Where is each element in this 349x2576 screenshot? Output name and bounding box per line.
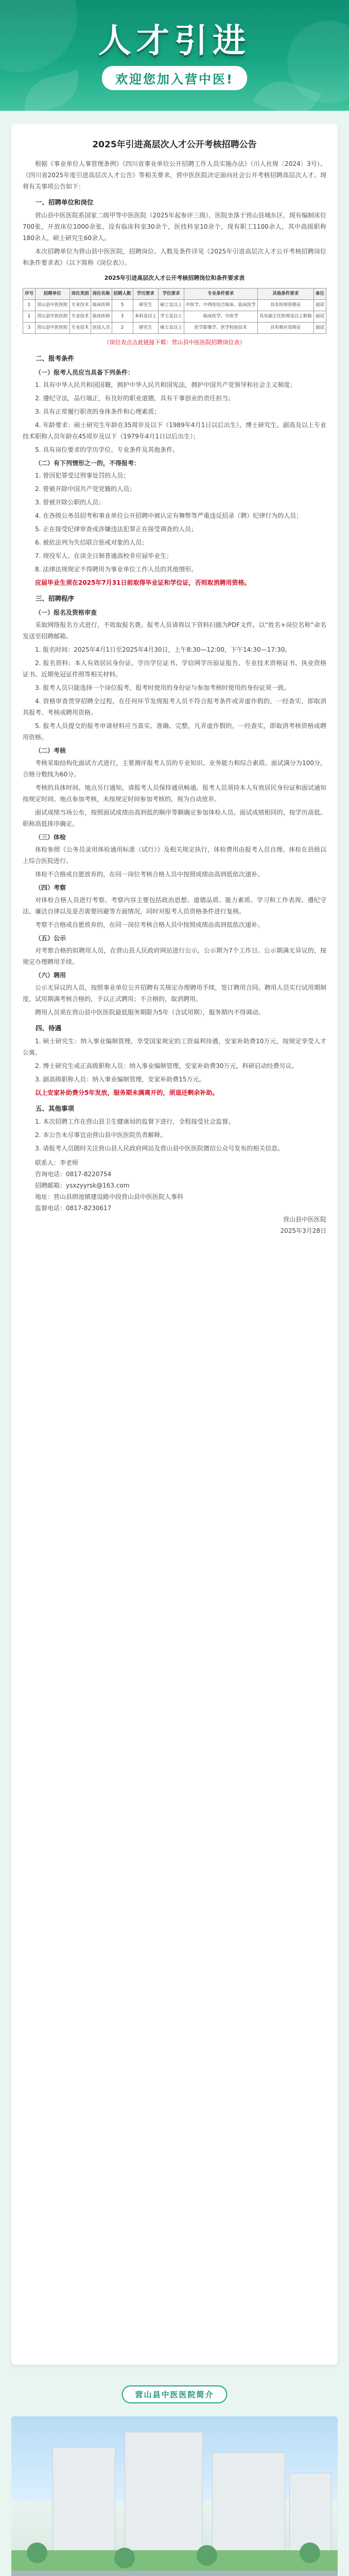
contact-line: 咨询电话：0817-8220754 — [35, 1171, 112, 1178]
building — [125, 2432, 203, 2562]
table-cell: 2 — [112, 323, 133, 334]
subsection-heading: （三）体检 — [35, 834, 66, 841]
hospital-section-title: 营山县中医医院简介 — [121, 2385, 227, 2403]
table-header-cell: 岗位名称 — [91, 289, 112, 300]
paragraph: 采取网络报名方式进行，不收取报名费。报考人员请将以下资料扫描为PDF文件，以“姓名+岗位名称”命名发送至招聘邮箱。 — [23, 621, 326, 640]
decor-leaf — [18, 70, 85, 111]
lawn — [11, 2550, 338, 2571]
contact-line: 地址：营山县朗池镇建设路中段营山县中医医院人事科 — [35, 1193, 184, 1200]
table-cell: 专业技术 — [69, 323, 91, 334]
table-cell: 硕士及以上 — [159, 323, 184, 334]
paragraph: 体检参照《公务员录用体检通用标准（试行）》及相关规定执行，体检费用由报考人员自理。体检在县级以上综合医院进行。 — [23, 846, 326, 865]
table-cell: 营山县中医医院 — [36, 311, 70, 323]
paragraph: 对考察合格的拟聘用人员，在营山县人民政府网站进行公示，公示期为7个工作日。公示期满无异议的，按规定办理聘用手续。 — [23, 947, 326, 965]
table-header-cell: 备注 — [313, 289, 326, 300]
table-header-row — [23, 289, 326, 300]
table-cell: 临床医师 — [91, 300, 112, 311]
subsection-heading: （二）考核 — [35, 747, 66, 754]
paragraph: 3. 报考人员只能选择一个岗位报考，报考时使用的身份证与参加考核时使用的身份证须一致。 — [35, 684, 290, 691]
article-intro — [23, 158, 326, 192]
paragraph: 考核的具体时间、地点另行通知，请报考人员保持通讯畅通。报考人员须持本人有效居民身份证和面试通知按规定时间、地点参加考核，未按规定时间参加考核的，视为自动放弃。 — [23, 784, 326, 803]
table-cell: 中医学、中西医结合临床、临床医学 — [184, 300, 257, 311]
table-cell: 面试 — [313, 311, 326, 323]
table-header-cell: 专业条件要求 — [184, 289, 257, 300]
paragraph: 根据《事业单位人事管理条例》《四川省事业单位公开招聘工作人员实施办法》（川人社规〔2024〕3号）、《四川省2025年度引进高层次人才公告》等相关要求，营中医医院决定面向社会公开考核招聘高层次人才。现将有关事项公告如下： — [23, 160, 326, 190]
table-cell: 具有医师资格证 — [257, 300, 313, 311]
paragraph: 2. 遵纪守法，品行端正，有良好的职业道德，具有干事创业的责任担当； — [35, 395, 235, 402]
banner-title: 人才引进 — [98, 22, 251, 60]
table-cell: 3 — [23, 323, 36, 334]
contact-block — [23, 1157, 326, 1214]
section-heading: 三、招聘程序 — [36, 595, 75, 602]
banner-subtitle: 欢迎您加入营中医! — [102, 66, 247, 90]
paragraph: 4. 资格审查贯穿招聘全过程，在任何环节发现报考人员不符合报考条件或弄虚作假的，一经查实，即取消其报考、考核或聘用资格。 — [23, 698, 326, 716]
table-cell: 面试 — [313, 323, 326, 334]
paragraph: 5. 具有岗位要求的学历学位、专业条件及其他条件。 — [35, 446, 179, 453]
paragraph: 考察不合格或自愿放弃的，在同一岗位考核合格人员中按照成绩由高到低依次递补。 — [35, 921, 264, 928]
table-cell: 具有相应资格证 — [257, 323, 313, 334]
paragraph: 4. 年龄要求：硕士研究生年龄在35周岁及以下（1989年4月1日以后出生），博士研究生、副高及以上专业技术职称人员年龄在45周岁及以下（1979年4月1日以后出生）； — [23, 421, 326, 440]
highlight-note: 应届毕业生须在2025年7月31日前取得毕业证和学位证，否则取消聘用资格。 — [35, 579, 251, 586]
table-header-cell: 序号 — [23, 289, 36, 300]
table-cell: 1 — [23, 300, 36, 311]
table-cell: 本科及以上 — [133, 311, 159, 323]
table-cell: 临床医学、中医学 — [184, 311, 257, 323]
paragraph: 1. 曾因犯罪受过刑事处罚的人员； — [35, 472, 130, 479]
table-download-link[interactable]: （岗位表点击此链接下载：营山县中医医院招聘岗位表） — [103, 339, 246, 346]
section-heading: 二、报考条件 — [36, 354, 75, 362]
table-cell: 营山县中医医院 — [36, 300, 70, 311]
paragraph: 面试成绩当场公布，按照面试成绩由高到低的顺序等额确定参加体检人员。面试成绩相同的，按学历高低、职称高低排序确定。 — [23, 809, 326, 827]
road — [11, 2571, 338, 2576]
highlight-note: 以上安家补助费分5年发放，服务期未满离开的，须退还剩余补助。 — [35, 1089, 219, 1096]
table-cell: 专业技术 — [69, 311, 91, 323]
positions-table — [23, 288, 326, 334]
subsection-heading: （六）聘用 — [35, 972, 66, 979]
paragraph: 2. 本公告未尽事宜由营山县中医医院负责解释。 — [35, 1131, 167, 1139]
paragraph: 1. 报名时间：2025年4月1日至2025年4月30日，上午8:30—12:00，下午14:30—17:30。 — [35, 646, 291, 653]
article-sections-main — [23, 352, 326, 1154]
table-cell: 面试 — [313, 300, 326, 311]
date: 2025年3月28日 — [280, 1227, 326, 1234]
table-header-cell: 岗位类别 — [69, 289, 91, 300]
paragraph: 1. 本次招聘工作在营山县卫生健康局的监督下进行，全程接受社会监督。 — [35, 1118, 235, 1125]
paragraph: 5. 报考人员提交的报考申请材料应当真实、准确、完整，凡弄虚作假的，一经查实，即取消考核资格或聘用资格。 — [23, 722, 326, 741]
table-body — [23, 300, 326, 334]
paragraph: 5. 正在接受纪律审查或涉嫌违法犯罪正在接受调查的人员； — [35, 526, 198, 533]
paragraph: 考核采取结构化面试方式进行，主要测评报考人员的专业知识、业务能力和综合素质。面试满分为100分，合格分数线为60分。 — [23, 759, 326, 778]
subsection-heading: （四）考察 — [35, 884, 66, 891]
paragraph: 对体检合格人员进行考察。考察内容主要包括政治思想、道德品质、能力素质、学习和工作表现、遵纪守法、廉洁自律以及是否需要回避等方面情况，同时对报考人员资格条件进行复核。 — [23, 896, 326, 915]
section-heading: 四、待遇 — [36, 1024, 62, 1032]
table-cell: 研究生 — [133, 323, 159, 334]
paragraph: 3. 具有正常履行职责的身体条件和心理素质； — [35, 408, 161, 415]
subsection-heading: （五）公示 — [35, 935, 66, 942]
table-cell: 研究生 — [133, 300, 159, 311]
subsection-heading: （二）有下列情形之一的，不得报考： — [35, 460, 141, 467]
paragraph: 4. 在各级公务员招考和事业单位公开招聘中被认定有舞弊等严重违反招录（聘）纪律行为的人员； — [35, 512, 303, 519]
table-header-cell: 学历要求 — [133, 289, 159, 300]
paragraph: 公示无异议的人员，按照事业单位公开招聘有关规定办理聘用手续，签订聘用合同。聘用人员实行试用期制度，试用期满考核合格的，予以正式聘用；不合格的，取消聘用。 — [23, 984, 326, 1003]
paragraph: 6. 被依法列为失信联合惩戒对象的人员； — [35, 539, 148, 546]
hospital-photo — [11, 2416, 338, 2576]
building — [53, 2447, 115, 2562]
article-title: 2025年引进高层次人才公开考核招聘公告 — [92, 140, 257, 150]
header-banner — [0, 0, 349, 111]
subsection-heading: （一）报考人员应当具备下列条件： — [35, 369, 134, 376]
paragraph: 3. 请报考人员随时关注营山县人民政府网站及营山县中医医院微信公众号发布的相关信息。 — [35, 1145, 284, 1152]
tree — [27, 2543, 47, 2563]
article-sections — [23, 196, 326, 268]
signature: 营山县中医医院 — [283, 1216, 326, 1223]
paragraph: 3. 曾被开除公职的人员； — [35, 499, 105, 506]
table-cell: 硕士及以上 — [159, 300, 184, 311]
tree — [114, 2548, 135, 2568]
paragraph: 营山县中医医院系国家二级甲等中医医院（2025年起参评三级），医院坐落于营山县城东区，现有编制床位700张，开放床位1000余张，设有临床科室30余个，医技科室10余个，现有职工1100余人，其中高级职称180余人，硕士研究生60余人。 — [23, 212, 326, 242]
table-cell: 学士及以上 — [159, 311, 184, 323]
table-cell: 3 — [112, 311, 133, 323]
table-cell: 2 — [23, 311, 36, 323]
table-caption: 2025年引进高层次人才公开考核招聘岗位和条件要求表 — [104, 275, 245, 281]
table-header-cell: 招聘单位 — [36, 289, 70, 300]
contact-line: 招聘邮箱：ysxzyyrsk@163.com — [35, 1182, 130, 1189]
table-cell: 专业技术 — [69, 300, 91, 311]
table-cell: 具有副主任医师及以上职称 — [257, 311, 313, 323]
tree — [300, 2543, 320, 2563]
table-row — [23, 311, 326, 323]
paragraph: 2. 曾被开除中国共产党党籍的人员； — [35, 485, 136, 493]
section-heading: 五、其他事项 — [36, 1105, 75, 1112]
contact-line: 联系人：李老师 — [35, 1159, 79, 1166]
contact-line: 监督电话：0817-8230617 — [35, 1205, 112, 1212]
table-header-cell: 学位要求 — [159, 289, 184, 300]
paragraph: 8. 法律法规规定不得聘用为事业单位工作人员的其他情形。 — [35, 566, 198, 573]
subsection-heading: （一）报名及资格审查 — [35, 609, 97, 616]
section-heading: 一、招聘单位和岗位 — [36, 198, 94, 206]
table-row — [23, 300, 326, 311]
tree — [197, 2545, 217, 2566]
paragraph: 本次招聘单位为营山县中医医院，招聘岗位、人数及条件详见《2025年引进高层次人才公开考核招聘岗位和条件要求表》（以下简称《岗位表》）。 — [23, 248, 326, 266]
paragraph: 1. 具有中华人民共和国国籍，拥护中华人民共和国宪法，拥护中国共产党领导和社会主义制度； — [35, 381, 296, 388]
table-cell: 营山县中医医院 — [36, 323, 70, 334]
paragraph: 2. 报名资料：本人有效居民身份证、学历学位证书、学信网学历验证报告、专业技术资格证书、执业资格证书、近期免冠证件照等相关材料。 — [23, 659, 326, 678]
paragraph: 1. 硕士研究生：纳入事业编制管理，享受国家规定的工资福利待遇，安家补助费10万元，按规定享受人才公寓。 — [23, 1038, 326, 1056]
table-cell: 临床医师 — [91, 311, 112, 323]
table-header-cell: 其他条件要求 — [257, 289, 313, 300]
article-card — [11, 124, 338, 2365]
paragraph: 3. 副高级职称人员：纳入事业编制管理，安家补助费15万元。 — [35, 1076, 205, 1083]
table-row — [23, 323, 326, 334]
table-cell: 医学影像学、医学检验技术 — [184, 323, 257, 334]
table-cell: 医技人员 — [91, 323, 112, 334]
table-header-cell: 招聘人数 — [112, 289, 133, 300]
paragraph: 体检不合格或自愿放弃的，在同一岗位考核合格人员中按照成绩由高到低依次递补。 — [35, 871, 264, 878]
building — [212, 2452, 285, 2562]
paragraph: 聘用人员须在营山县中医医院最低服务期限为5年（含试用期），服务期内不得调动。 — [35, 1009, 265, 1016]
paragraph: 2. 博士研究生或正高级职称人员：纳入事业编制管理，安家补助费30万元，科研启动经费另议。 — [35, 1062, 298, 1070]
table-cell: 5 — [112, 300, 133, 311]
paragraph: 7. 现役军人、在读全日制普通高校非应届毕业生； — [35, 552, 173, 560]
